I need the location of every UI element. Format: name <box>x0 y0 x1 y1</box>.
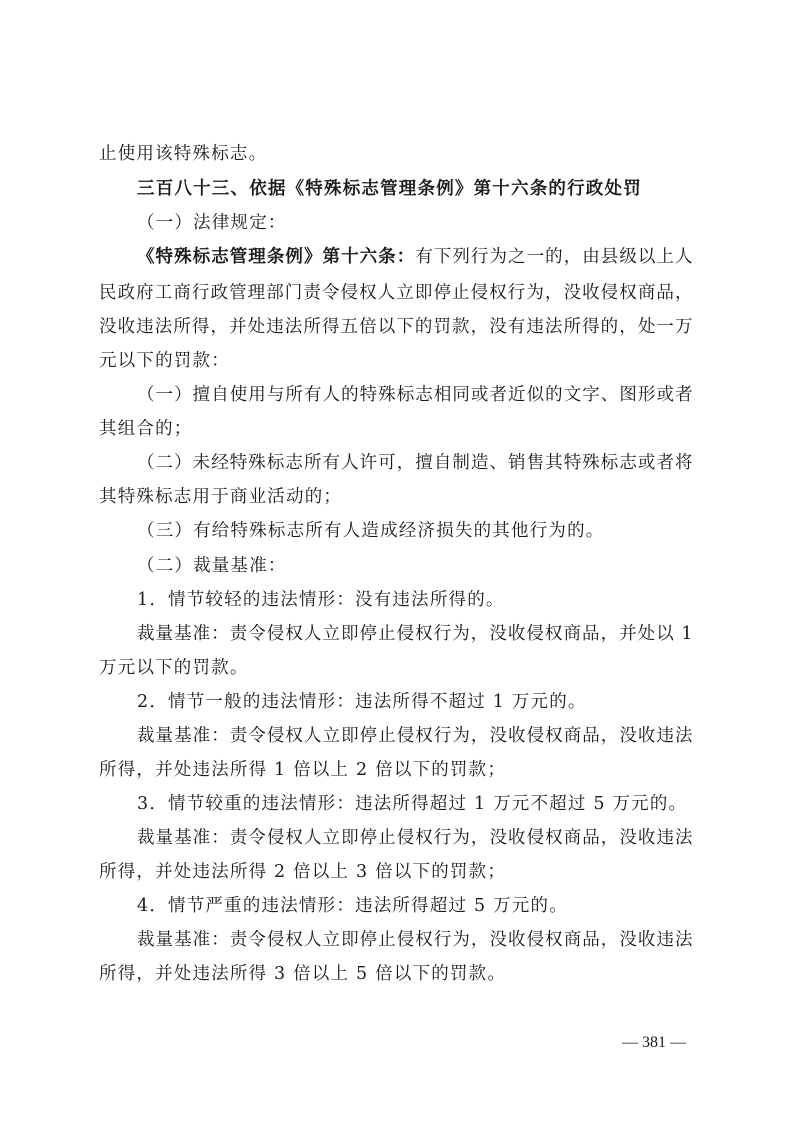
law-article-text: 有下列行为之一的，由县级以上人 <box>415 247 694 267</box>
text-line: 裁量基准：责令侵权人立即停止侵权行为，没收侵权商品，没收违法 <box>137 726 693 746</box>
text-line: （三）有给特殊标志所有人造成经济损失的其他行为的。 <box>137 521 605 541</box>
text-line: 没收违法所得，并处违法所得五倍以下的罚款，没有违法所得的，处一万 <box>99 317 693 337</box>
text-line: 民政府工商行政管理部门责令侵权人立即停止侵权行为，没收侵权商品， <box>99 283 693 303</box>
text-line: 万元以下的罚款。 <box>99 658 249 678</box>
text-line: 裁量基准：责令侵权人立即停止侵权行为，没收侵权商品，没收违法 <box>137 930 693 950</box>
text-line: 止使用该特殊标志。 <box>99 144 268 164</box>
text-line: 所得，并处违法所得 1 倍以上 2 倍以下的罚款； <box>99 760 507 780</box>
text-line: 4．情节严重的违法情形：违法所得超过 5 万元的。 <box>137 896 568 916</box>
text-line: （二）未经特殊标志所有人许可，擅自制造、销售其特殊标志或者将 <box>137 453 693 473</box>
text-line: 其特殊标志用于商业活动的； <box>99 487 343 507</box>
text-line: 所得，并处违法所得 2 倍以上 3 倍以下的罚款； <box>99 862 507 882</box>
subsection-heading: （二）裁量基准： <box>137 556 287 576</box>
text-line: 元以下的罚款： <box>99 351 230 371</box>
page-number: — 381 — <box>622 1034 686 1051</box>
text-line: 1．情节较轻的违法情形：没有违法所得的。 <box>137 590 505 610</box>
text-line: 3．情节较重的违法情形：违法所得超过 1 万元不超过 5 万元的。 <box>137 794 688 814</box>
text-line: 裁量基准：责令侵权人立即停止侵权行为，没收侵权商品，没收违法 <box>137 828 693 848</box>
section-heading: 三百八十三、依据《特殊标志管理条例》第十六条的行政处罚 <box>137 179 642 199</box>
text-line: 2．情节一般的违法情形：违法所得不超过 1 万元的。 <box>137 692 587 712</box>
text-line: 所得，并处违法所得 3 倍以上 5 倍以下的罚款。 <box>99 964 507 984</box>
text-line: （一）擅自使用与所有人的特殊标志相同或者近似的文字、图形或者 <box>137 385 693 405</box>
law-article-title: 《特殊标志管理条例》第十六条： <box>137 247 416 267</box>
text-line: 其组合的； <box>99 419 193 439</box>
text-line: 裁量基准：责令侵权人立即停止侵权行为，没收侵权商品，并处以 1 <box>137 624 693 644</box>
subsection-heading: （一）法律规定： <box>137 213 287 233</box>
text-line <box>137 246 693 268</box>
